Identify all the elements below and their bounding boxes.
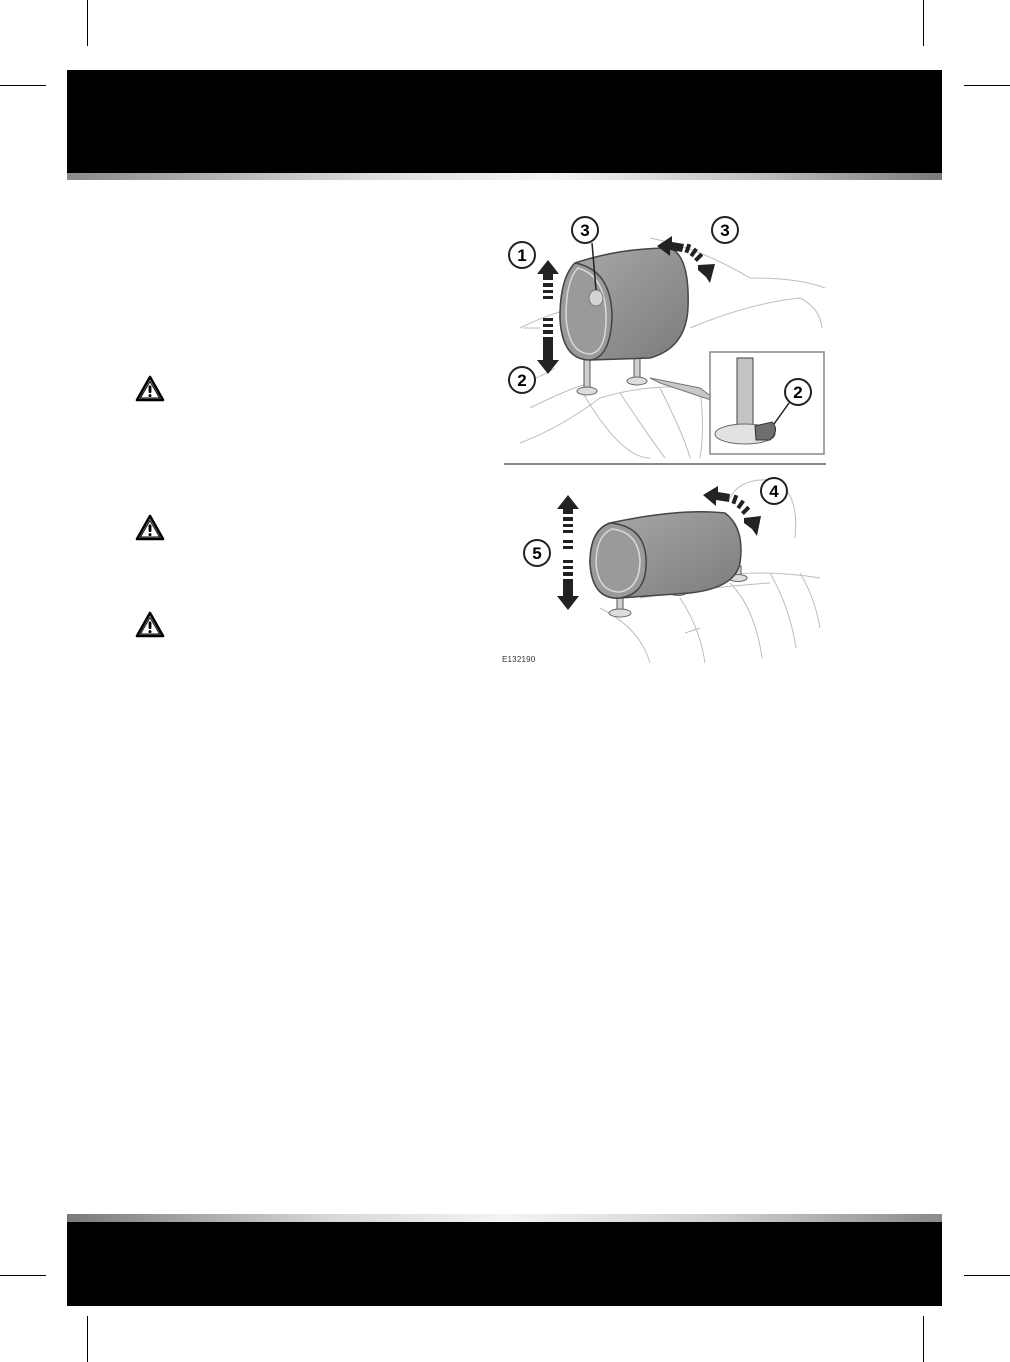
crop-mark	[964, 1275, 1010, 1276]
footer-gradient-rule	[67, 1214, 942, 1222]
crop-mark	[923, 1316, 924, 1362]
svg-text:4: 4	[769, 482, 779, 501]
warning-triangle-icon	[135, 514, 165, 542]
crop-mark	[87, 0, 88, 46]
crop-mark	[0, 85, 46, 86]
warning-triangle-icon	[135, 375, 165, 403]
crop-mark	[964, 85, 1010, 86]
inset-release-button-detail	[710, 352, 824, 454]
callout-badge-1	[509, 242, 535, 268]
callout-badge-2	[509, 367, 535, 393]
header-gradient-rule	[67, 173, 942, 180]
page-footer-bar	[67, 1222, 942, 1306]
svg-text:2: 2	[517, 371, 527, 390]
callout-badge-4	[761, 478, 787, 504]
svg-text:3: 3	[720, 221, 730, 240]
svg-text:3: 3	[580, 221, 590, 240]
up-down-arrow	[557, 495, 579, 610]
svg-text:5: 5	[532, 544, 542, 563]
figure-reference-id: E132190	[502, 655, 536, 664]
svg-text:2: 2	[793, 383, 803, 402]
svg-text:1: 1	[517, 246, 527, 265]
callout-badge-3	[572, 217, 598, 243]
crop-mark	[923, 0, 924, 46]
crop-mark	[0, 1275, 46, 1276]
up-down-arrow	[537, 260, 559, 374]
page-header-bar	[67, 70, 942, 173]
headrest-adjustment-illustration	[500, 208, 830, 678]
callout-badge-3	[712, 217, 738, 243]
warning-triangle-icon	[135, 611, 165, 639]
callout-badge-5	[524, 540, 550, 566]
crop-mark	[87, 1316, 88, 1362]
